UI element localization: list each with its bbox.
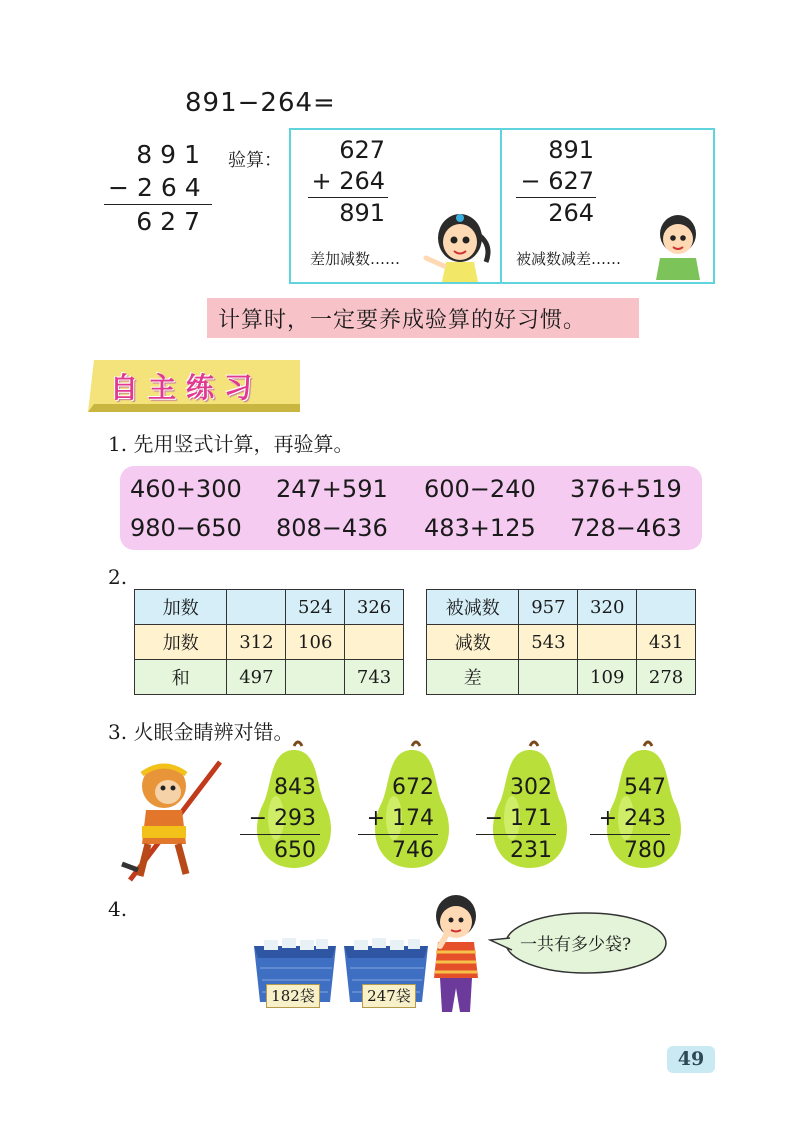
table-cell: 106 [286,625,345,660]
pear-top: 843 [274,775,316,800]
table-cell: 743 [345,660,404,695]
pear-bottom: − 171 [484,806,552,831]
table-cell [637,590,696,625]
boy-cartoon-icon [652,212,704,280]
table-cell: 543 [519,625,578,660]
pear-bottom: + 174 [366,806,434,831]
vertical-top: 891 [136,140,208,169]
q2-label: 2. [108,565,128,589]
table-cell: 312 [227,625,286,660]
check-add-result: 891 [339,199,385,227]
pear-calc [364,772,434,866]
speech-text: 一共有多少袋? [520,935,632,955]
vertical-result: 627 [136,207,208,236]
q1-problem: 600−240 [424,475,536,503]
check-label: 验算： [228,150,282,171]
table-cell: 524 [286,590,345,625]
check-divider [500,128,502,284]
girl-cartoon-icon [420,206,498,282]
example-equation: 891−264= [185,88,336,118]
check-add-hint: 差加减数…… [310,250,401,268]
table-row-label: 加数 [135,625,227,660]
table-row-label: 加数 [135,590,227,625]
table-cell [286,660,345,695]
table-cell [345,625,404,660]
table-cell: 431 [637,625,696,660]
table-row-label: 差 [427,660,519,695]
table-cell: 497 [227,660,286,695]
basket-label: 247袋 [362,984,416,1008]
pear-bottom: + 243 [598,806,666,831]
q1-problem: 483+125 [424,514,536,542]
monkey-king-icon [120,752,226,884]
table-cell [519,660,578,695]
check-add-bottom: + 264 [311,167,385,195]
table-cell: 109 [578,660,637,695]
pear-calc [482,772,552,866]
pear-result: 780 [624,838,666,863]
pear-top: 302 [510,775,552,800]
table-cell: 278 [637,660,696,695]
addition-table [134,589,404,695]
check-sub-result: 264 [548,199,594,227]
vertical-bottom: −264 [108,173,209,202]
table-cell: 320 [578,590,637,625]
table-row-label: 和 [135,660,227,695]
check-add-calc [300,135,385,229]
section-title: 自主练习 [110,371,263,404]
basket-label: 182袋 [266,984,320,1008]
table-row-label: 减数 [427,625,519,660]
q1-problem: 376+519 [570,475,682,503]
check-sub-bottom: − 627 [520,167,594,195]
q1-problem: 980−650 [130,514,242,542]
pear-result: 746 [392,838,434,863]
pear-calc [246,772,316,866]
page-number: 49 [677,1048,705,1070]
table-cell [227,590,286,625]
check-sub-top: 891 [548,136,594,164]
q4-label: 4. [108,897,128,921]
pear-top: 672 [392,775,434,800]
table-cell: 957 [519,590,578,625]
q1-problem: 808−436 [276,514,388,542]
check-sub-calc [520,135,594,229]
check-add-top: 627 [339,136,385,164]
vertical-subtraction [108,138,208,238]
q1-problem: 728−463 [570,514,682,542]
table-cell: 326 [345,590,404,625]
pear-calc [596,772,666,866]
table-row-label: 被减数 [427,590,519,625]
q1-label: 1. 先用竖式计算，再验算。 [108,432,354,456]
pear-result: 650 [274,838,316,863]
check-sub-hint: 被减数减差…… [516,250,622,268]
subtraction-table [426,589,696,695]
table-cell [578,625,637,660]
tip-text: 计算时，一定要养成验算的好习惯。 [218,308,587,333]
pear-top: 547 [624,775,666,800]
q3-label: 3. 火眼金睛辨对错。 [108,720,294,744]
boy-thinking-icon [420,892,492,1020]
pear-bottom: − 293 [248,806,316,831]
q1-problem: 460+300 [130,475,242,503]
pear-result: 231 [510,838,552,863]
q1-problem: 247+591 [276,475,388,503]
